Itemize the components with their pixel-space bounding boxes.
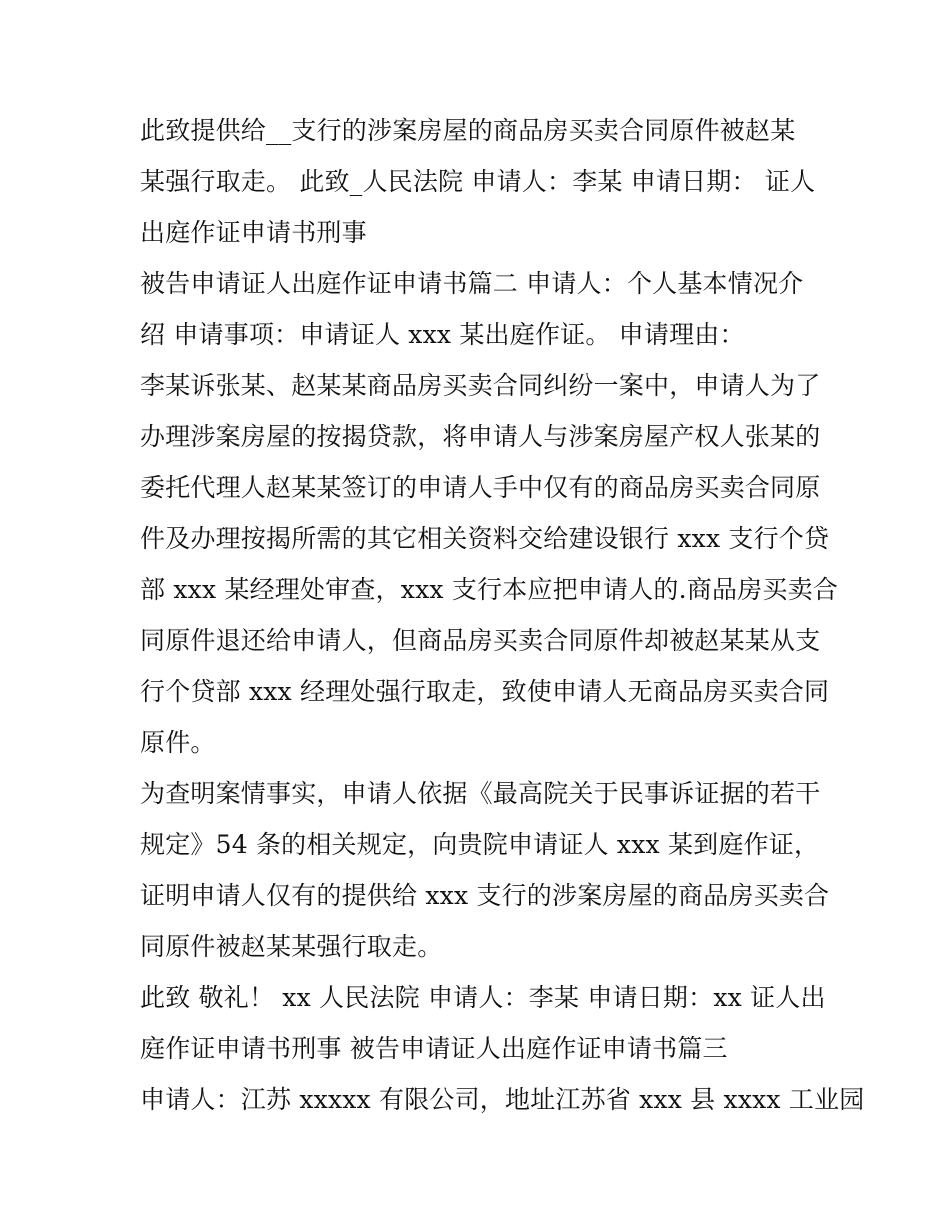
text-line: 原件。 <box>140 728 216 757</box>
text-line: 行个贷部 xxx 经理处强行取走，致使申请人无商品房买卖合同 <box>140 677 830 706</box>
text-line: 此致 敬礼！ xx 人民法院 申请人：李某 申请日期：xx 证人出 <box>140 983 826 1012</box>
document-body <box>140 105 865 1125</box>
text-line: 出庭作证申请书刑事 <box>140 218 367 247</box>
text-line: 办理涉案房屋的按揭贷款，将申请人与涉案房屋产权人张某的 <box>140 422 821 451</box>
text-line: 为查明案情事实，申请人依据《最高院关于民事诉证据的若干 <box>140 779 821 808</box>
text-line: 绍 申请事项：申请证人 xxx 某出庭作证。 申请理由： <box>140 320 745 349</box>
text-line: 同原件退还给申请人，但商品房买卖合同原件却被赵某某从支 <box>140 626 821 655</box>
text-line: 委托代理人赵某某签订的申请人手中仅有的商品房买卖合同原 <box>140 473 821 502</box>
text-line: 某强行取走。 此致_人民法院 申请人：李某 申请日期： 证人 <box>140 167 816 196</box>
text-line: 此致提供给__支行的涉案房屋的商品房买卖合同原件被赵某 <box>140 116 796 145</box>
text-line: 规定》54 条的相关规定，向贵院申请证人 xxx 某到庭作证， <box>140 830 820 859</box>
text-line: 件及办理按揭所需的其它相关资料交给建设银行 xxx 支行个贷 <box>140 524 830 553</box>
text-line: 庭作证申请书刑事 被告申请证人出庭作证申请书篇三 <box>140 1034 728 1063</box>
text-line: 部 xxx 某经理处审查，xxx 支行本应把申请人的.商品房买卖合 <box>140 575 838 604</box>
text-line: 证明申请人仅有的提供给 xxx 支行的涉案房屋的商品房买卖合 <box>140 881 830 910</box>
text-line: 申请人：江苏 xxxxx 有限公司，地址江苏省 xxx 县 xxxx 工业园 <box>140 1085 865 1114</box>
text-line: 同原件被赵某某强行取走。 <box>140 932 443 961</box>
text-line: 李某诉张某、赵某某商品房买卖合同纠纷一案中，申请人为了 <box>140 371 821 400</box>
text-line: 被告申请证人出庭作证申请书篇二 申请人：个人基本情况介 <box>140 269 804 298</box>
